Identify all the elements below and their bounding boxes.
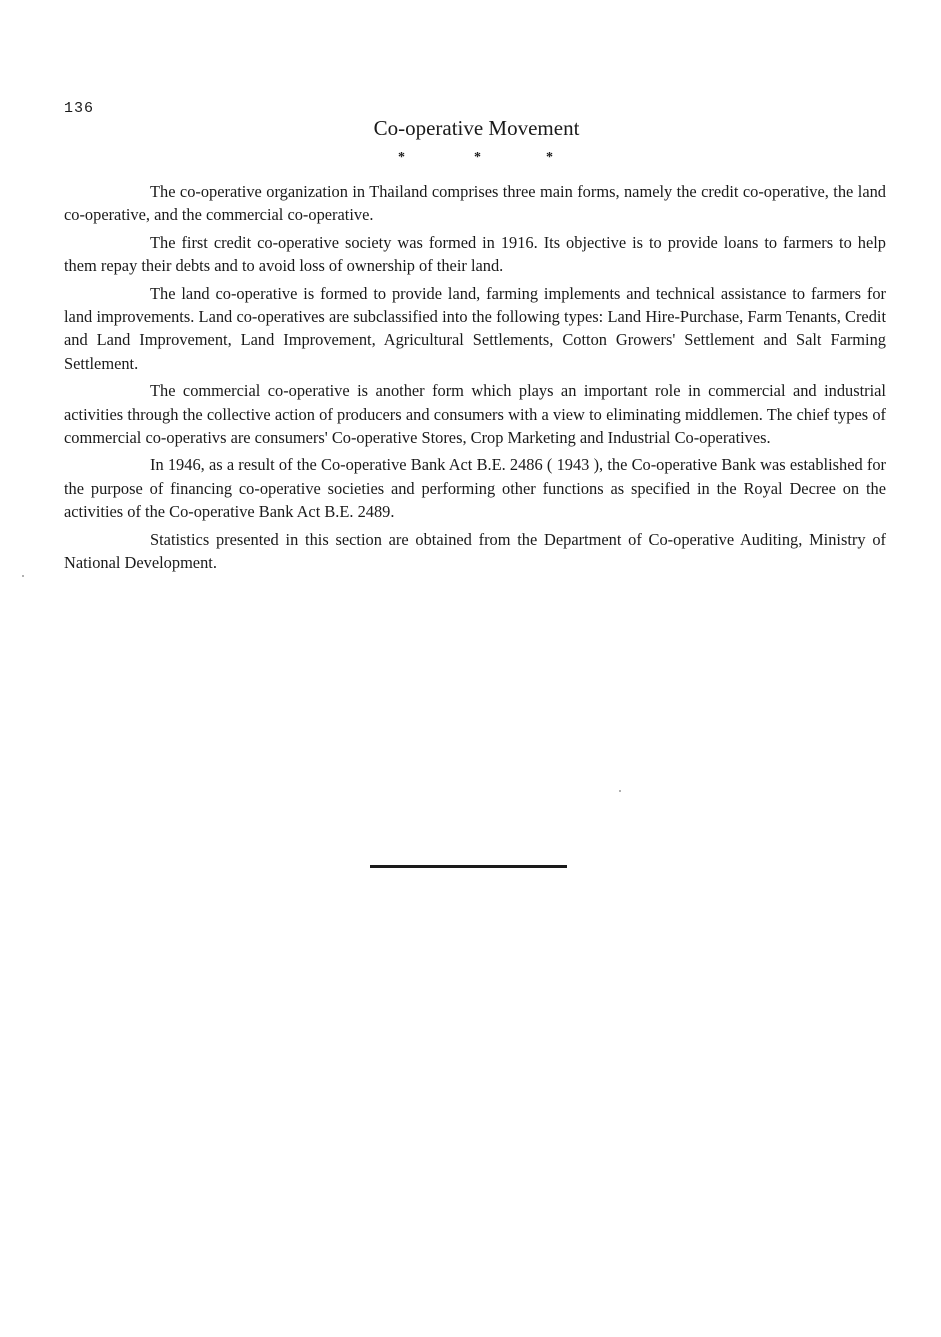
paragraph-bank: In 1946, as a result of the Co-operative Bank Act B.E. 2486 ( 1943 ), the Co-operative Bank was established for the purpose of financing co-operative societies and performing other functions as specified in the Royal Decree on the activities of the Co-operative Bank Act B.E. 2489. <box>64 455 886 522</box>
paragraph-forms: The co-operative organization in Thailand comprises three main forms, namely the credit co-operative, the land co-operative, and the commercial co-operative. <box>64 182 886 225</box>
paragraph-land: The land co-operative is formed to provide land, farming implements and technical assistance to farmers for land improvements. Land co-operatives are subclassified into the following types: Land Hire-Purchase, Farm Tenants, Credit and Land Improvement, Land Improvement, Agricultural Settlements, Cotton Growers' Settlement and Salt Farming Settlement. <box>64 283 886 373</box>
scan-speck <box>22 575 24 577</box>
body-text <box>64 180 886 579</box>
paragraph-credit: The first credit co-operative society was formed in 1916. Its objective is to provide loans to farmers to help them repay their debts and to avoid loss of ownership of their land. <box>64 232 886 276</box>
ornament-star-3: * <box>546 150 553 165</box>
ornament-star-1: * <box>398 150 405 165</box>
page-number: 136 <box>64 100 95 117</box>
page-title: Co-operative Movement <box>373 116 580 140</box>
title-ornament <box>0 150 941 170</box>
scan-speck <box>619 790 621 792</box>
paragraph-commercial: The commercial co-operative is another form which plays an important role in commercial and industrial activities through the collective action of producers and consumers with a view to eliminating middlemen. The chief types of commercial co-operativs are consumers' Co-operative Stores, Crop Marketing and Industrial Co-operatives. <box>64 381 886 448</box>
section-end-rule <box>370 865 567 868</box>
paragraph-statistics: Statistics presented in this section are obtained from the Department of Co-operative Auditing, Ministry of National Development. <box>64 529 886 573</box>
ornament-star-2: * <box>474 150 481 165</box>
